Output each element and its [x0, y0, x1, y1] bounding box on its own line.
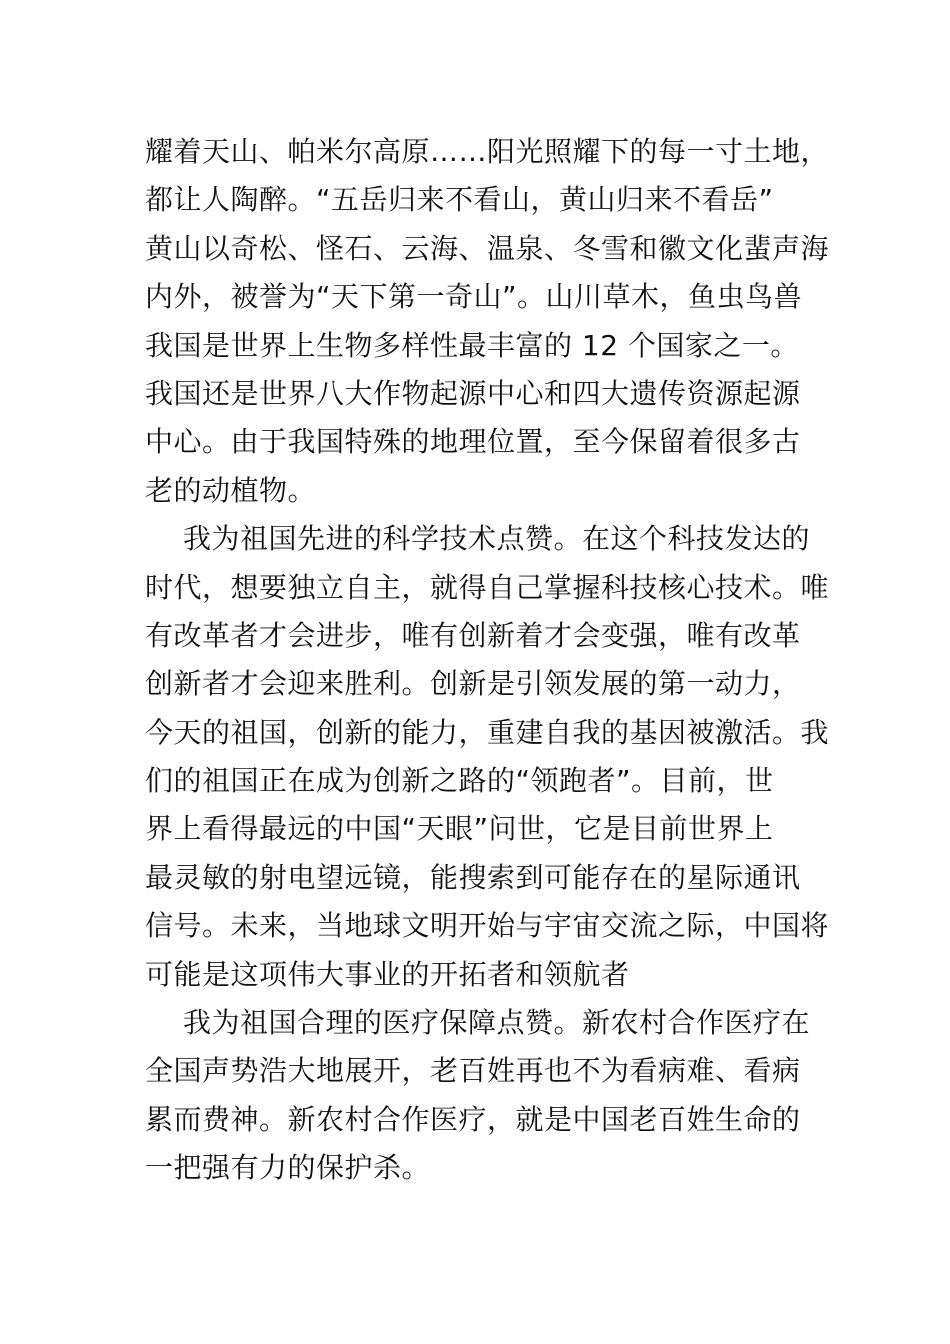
- paragraph-1-line-3: 黄山以奇松、怪石、云海、温泉、冬雪和徽文化蜚声海: [145, 231, 830, 265]
- paragraph-1-line-6: 我国还是世界八大作物起源中心和四大遗传资源起源: [145, 376, 801, 410]
- paragraph-2-line-2: 时代，想要独立自主，就得自己掌握科技核心技术。唯: [145, 570, 830, 604]
- paragraph-1-line-4: 内外，被誉为“天下第一奇山”。山川草木，鱼虫鸟兽: [145, 280, 803, 314]
- paragraph-2-line-4: 创新者才会迎来胜利。创新是引领发展的第一动力，: [145, 667, 801, 701]
- paragraph-2-line-10: 可能是这项伟大事业的开拓者和领航者: [145, 957, 630, 991]
- paragraph-1-line-5: 我国是世界上生物多样性最丰富的 12 个国家之一。: [145, 328, 799, 362]
- paragraph-2-line-9: 信号。未来，当地球文明开始与宇宙交流之际，中国将: [145, 909, 830, 943]
- paragraph-1-line-8: 老的动植物。: [145, 473, 317, 507]
- paragraph-3-line-2: 全国声势浩大地展开，老百姓再也不为看病难、看病: [145, 1054, 801, 1088]
- paragraph-1-line-7: 中心。由于我国特殊的地理位置，至今保留着很多古: [145, 425, 801, 459]
- paragraph-2-line-1: 我为祖国先进的科学技术点赞。在这个科技发达的: [183, 522, 811, 556]
- paragraph-1-line-2: 都让人陶醉。“五岳归来不看山，黄山归来不看岳”: [145, 183, 774, 217]
- paragraph-2-line-5: 今天的祖国，创新的能力，重建自我的基因被激活。我: [145, 715, 830, 749]
- paragraph-2-line-7: 界上看得最远的中国“天眼”问世，它是目前世界上: [145, 812, 774, 846]
- paragraph-2-line-8: 最灵敏的射电望远镜，能搜索到可能存在的星际通讯: [145, 860, 801, 894]
- paragraph-3-line-1: 我为祖国合理的医疗保障点赞。新农村合作医疗在: [183, 1006, 811, 1040]
- paragraph-1-line-1: 耀着天山、帕米尔高原……阳光照耀下的每一寸土地，: [145, 135, 830, 168]
- paragraph-2-line-6: 们的祖国正在成为创新之路的“领跑者”。目前，世: [145, 764, 774, 798]
- document-body: [145, 128, 830, 1193]
- paragraph-2-line-3: 有改革者才会进步，唯有创新着才会变强，唯有改革: [145, 618, 801, 652]
- paragraph-3-line-3: 累而费神。新农村合作医疗，就是中国老百姓生命的: [145, 1102, 801, 1136]
- paragraph-3-line-4: 一把强有力的保护杀。: [145, 1151, 431, 1185]
